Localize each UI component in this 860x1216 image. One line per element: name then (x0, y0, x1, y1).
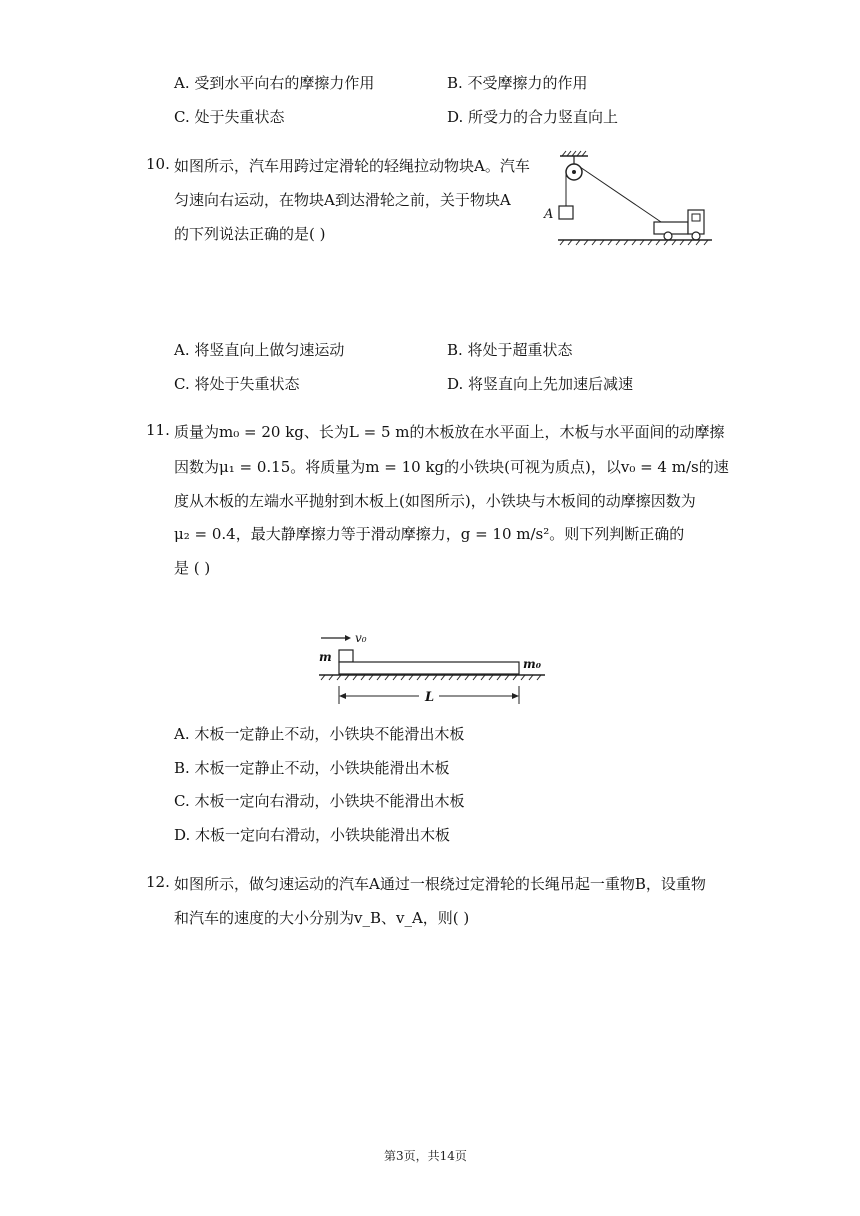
q10-line-3: 的下列说法正确的是( ) (174, 225, 326, 243)
q11-option-a: A. 木板一定静止不动，小铁块不能滑出木板 (174, 725, 465, 743)
q12-line-2: 和汽车的速度的大小分别为v_B、v_A，则( ) (174, 909, 470, 927)
q10-option-d: D. 将竖直向上先加速后减速 (447, 375, 634, 393)
q11-figure-l: L (425, 690, 435, 705)
q9-option-a: A. 受到水平向右的摩擦力作用 (174, 74, 375, 92)
q11-number: 11. (146, 421, 170, 439)
q11-option-d: D. 木板一定向右滑动，小铁块能滑出木板 (174, 826, 451, 844)
q10-option-c: C. 将处于失重状态 (174, 375, 300, 393)
q10-number: 10. (146, 155, 170, 173)
page-footer: 第3页，共14页 (384, 1149, 467, 1163)
q11-line-3: 度从木板的左端水平抛射到木板上(如图所示)，小铁块与木板间的动摩擦因数为 (174, 492, 696, 510)
q10-figure-label-a: A (544, 207, 554, 222)
q11-figure-m: m (319, 650, 332, 664)
q10-line-1: 如图所示，汽车用跨过定滑轮的轻绳拉动物块A。汽车 (174, 157, 530, 175)
q9-option-c: C. 处于失重状态 (174, 108, 285, 126)
q12-number: 12. (146, 873, 170, 891)
q11-figure-v0: v₀ (355, 631, 367, 645)
q11-line-2: 因数为μ₁ = 0.15。将质量为m = 10 kg的小铁块(可视为质点)，以v₀ = 4 m/s的速 (174, 458, 729, 476)
q11-figure (315, 630, 550, 710)
q9-option-d: D. 所受力的合力竖直向上 (447, 108, 619, 126)
q10-option-a: A. 将竖直向上做匀速运动 (174, 341, 345, 359)
q11-line-4: μ₂ = 0.4，最大静摩擦力等于滑动摩擦力，g = 10 m/s²。则下列判断正确的 (174, 525, 685, 543)
q11-option-c: C. 木板一定向右滑动，小铁块不能滑出木板 (174, 792, 465, 810)
q11-option-b: B. 木板一定静止不动，小铁块能滑出木板 (174, 759, 450, 777)
q9-option-b: B. 不受摩擦力的作用 (447, 74, 588, 92)
q11-line-1: 质量为m₀ = 20 kg、长为L = 5 m的木板放在水平面上，木板与水平面间的动摩擦 (174, 423, 725, 441)
q11-line-5: 是 ( ) (174, 559, 211, 577)
q12-line-1: 如图所示，做匀速运动的汽车A通过一根绕过定滑轮的长绳吊起一重物B，设重物 (174, 875, 706, 893)
q10-line-2: 匀速向右运动，在物块A到达滑轮之前，关于物块A (174, 191, 511, 209)
q10-figure (540, 148, 720, 248)
q10-option-b: B. 将处于超重状态 (447, 341, 573, 359)
q11-figure-m0: m₀ (523, 657, 541, 671)
